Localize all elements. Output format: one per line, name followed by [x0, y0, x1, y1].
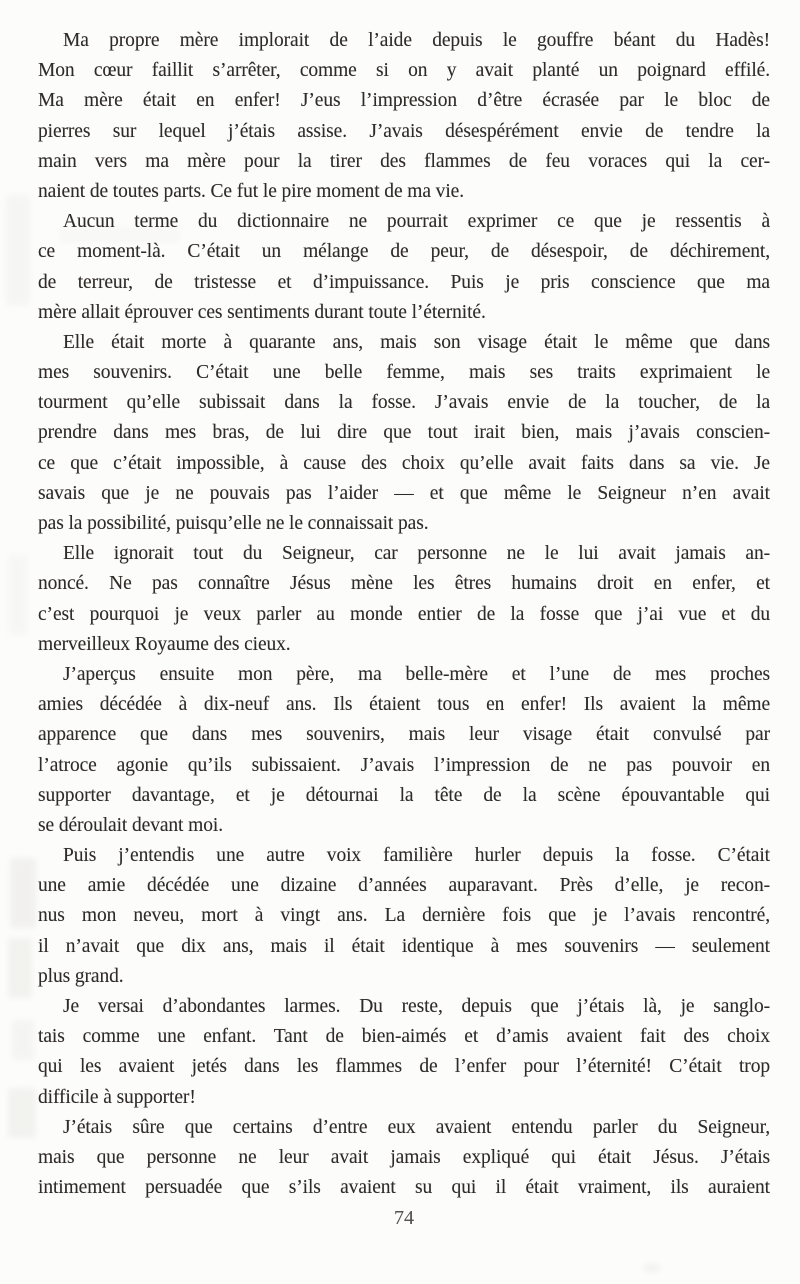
text-line: Puis j’entendis une autre voix familière hurler depuis la fosse. C’était [63, 845, 770, 867]
text-line: apparence que dans mes souvenirs, mais leur visage était convulsé par [38, 724, 770, 746]
bleed-through-artifact [12, 1020, 34, 1060]
text-line: pierres sur lequel j’étais assise. J’avais désespérément envie de tendre la [38, 120, 770, 142]
text-line: nus mon neveu, mort à vingt ans. La dernière fois que je l’avais rencontré, [38, 905, 770, 927]
bleed-through-artifact [10, 858, 36, 928]
text-line: savais que je ne pouvais pas l’aider — et que même le Seigneur n’en avait [38, 482, 770, 504]
page-number: 74 [394, 1207, 414, 1229]
bleed-through-artifact [8, 938, 32, 998]
text-line: c’est pourquoi je veux parler au monde entier de la fosse que j’ai vue et du [38, 603, 770, 625]
text-line: mère allait éprouver ces sentiments durant toute l’éternité. [38, 301, 486, 323]
text-line: Aucun terme du dictionnaire ne pourrait exprimer ce que je ressentis à [63, 211, 770, 233]
paragraph [38, 26, 770, 207]
text-line: mais que personne ne leur avait jamais expliqué qui était Jésus. J’étais [38, 1146, 770, 1168]
text-line: Mon cœur faillit s’arrêter, comme si on y avait planté un poignard effilé. [38, 60, 770, 82]
text-line: plus grand. [38, 965, 124, 987]
text-line: naient de toutes parts. Ce fut le pire moment de ma vie. [38, 180, 464, 202]
text-line: amies décédée à dix-neuf ans. Ils étaient tous en enfer! Ils avaient la même [38, 694, 770, 716]
text-line: pas la possibilité, puisqu’elle ne le connaissait pas. [38, 513, 429, 534]
bleed-through-artifact [6, 195, 30, 305]
paragraph [38, 1113, 770, 1204]
bleed-through-artifact [8, 555, 28, 635]
text-line: Elle ignorait tout du Seigneur, car personne ne le lui avait jamais an- [63, 543, 770, 565]
paragraph [38, 992, 770, 1113]
text-line: une amie décédée une dizaine d’années auparavant. Près d’elle, je recon- [38, 875, 770, 897]
text-line: ce que c’était impossible, à cause des choix qu’elle avait faits dans sa vie. Je [38, 452, 770, 474]
text-line: ce moment-là. C’était un mélange de peur, de désespoir, de déchirement, [38, 241, 770, 263]
text-line: merveilleux Royaume des cieux. [38, 633, 291, 655]
text-line: Ma mère était en enfer! J’eus l’impression d’être écrasée par le bloc de [38, 90, 770, 112]
text-line: main vers ma mère pour la tirer des flammes de feu voraces qui la cer- [38, 150, 770, 172]
paragraph [38, 539, 770, 660]
text-line: intimement persuadée que s’ils avaient su qui il était vraiment, ils auraient [38, 1177, 770, 1199]
text-line: mes souvenirs. C’était une belle femme, mais ses traits exprimaient le [38, 362, 770, 384]
text-line: tourment qu’elle subissait dans la fosse. J’avais envie de la toucher, de la [38, 392, 770, 414]
text-line: supporter davantage, et je détournai la tête de la scène épouvantable qui [38, 784, 770, 806]
text-line: il n’avait que dix ans, mais il était identique à mes souvenirs — seulement [38, 935, 770, 957]
text-line: prendre dans mes bras, de lui dire que tout irait bien, mais j’avais conscien- [38, 422, 770, 444]
paragraph [38, 660, 770, 841]
text-line: tais comme une enfant. Tant de bien-aimés et d’amis avaient fait des choix [38, 1026, 770, 1048]
text-line: se déroulait devant moi. [38, 814, 223, 836]
bleed-through-artifact [8, 1088, 36, 1138]
bleed-through-artifact [644, 1264, 660, 1272]
text-line: l’atroce agonie qu’ils subissaient. J’avais l’impression de ne pas pouvoir en [38, 754, 770, 776]
text-line: qui les avaient jetés dans les flammes de l’enfer pour l’éternité! C’était trop [38, 1056, 770, 1078]
text-line: J’étais sûre que certains d’entre eux avaient entendu parler du Seigneur, [63, 1116, 770, 1138]
text-line: J’aperçus ensuite mon père, ma belle-mère et l’une de mes proches [63, 663, 770, 685]
paragraph [38, 841, 770, 992]
text-line: de terreur, de tristesse et d’impuissance. Puis je pris conscience que ma [38, 271, 770, 293]
text-line: noncé. Ne pas connaître Jésus mène les êtres humains droit en enfer, et [38, 573, 770, 595]
text-line: Elle était morte à quarante ans, mais son visage était le même que dans [63, 331, 770, 353]
paragraph [38, 328, 770, 539]
text-block [38, 26, 770, 1203]
text-line: Ma propre mère implorait de l’aide depuis le gouffre béant du Hadès! [63, 30, 770, 51]
text-line: Je versai d’abondantes larmes. Du reste, depuis que j’étais là, je sanglo- [63, 996, 770, 1017]
paragraph [38, 207, 770, 328]
text-line: difficile à supporter! [38, 1086, 196, 1108]
